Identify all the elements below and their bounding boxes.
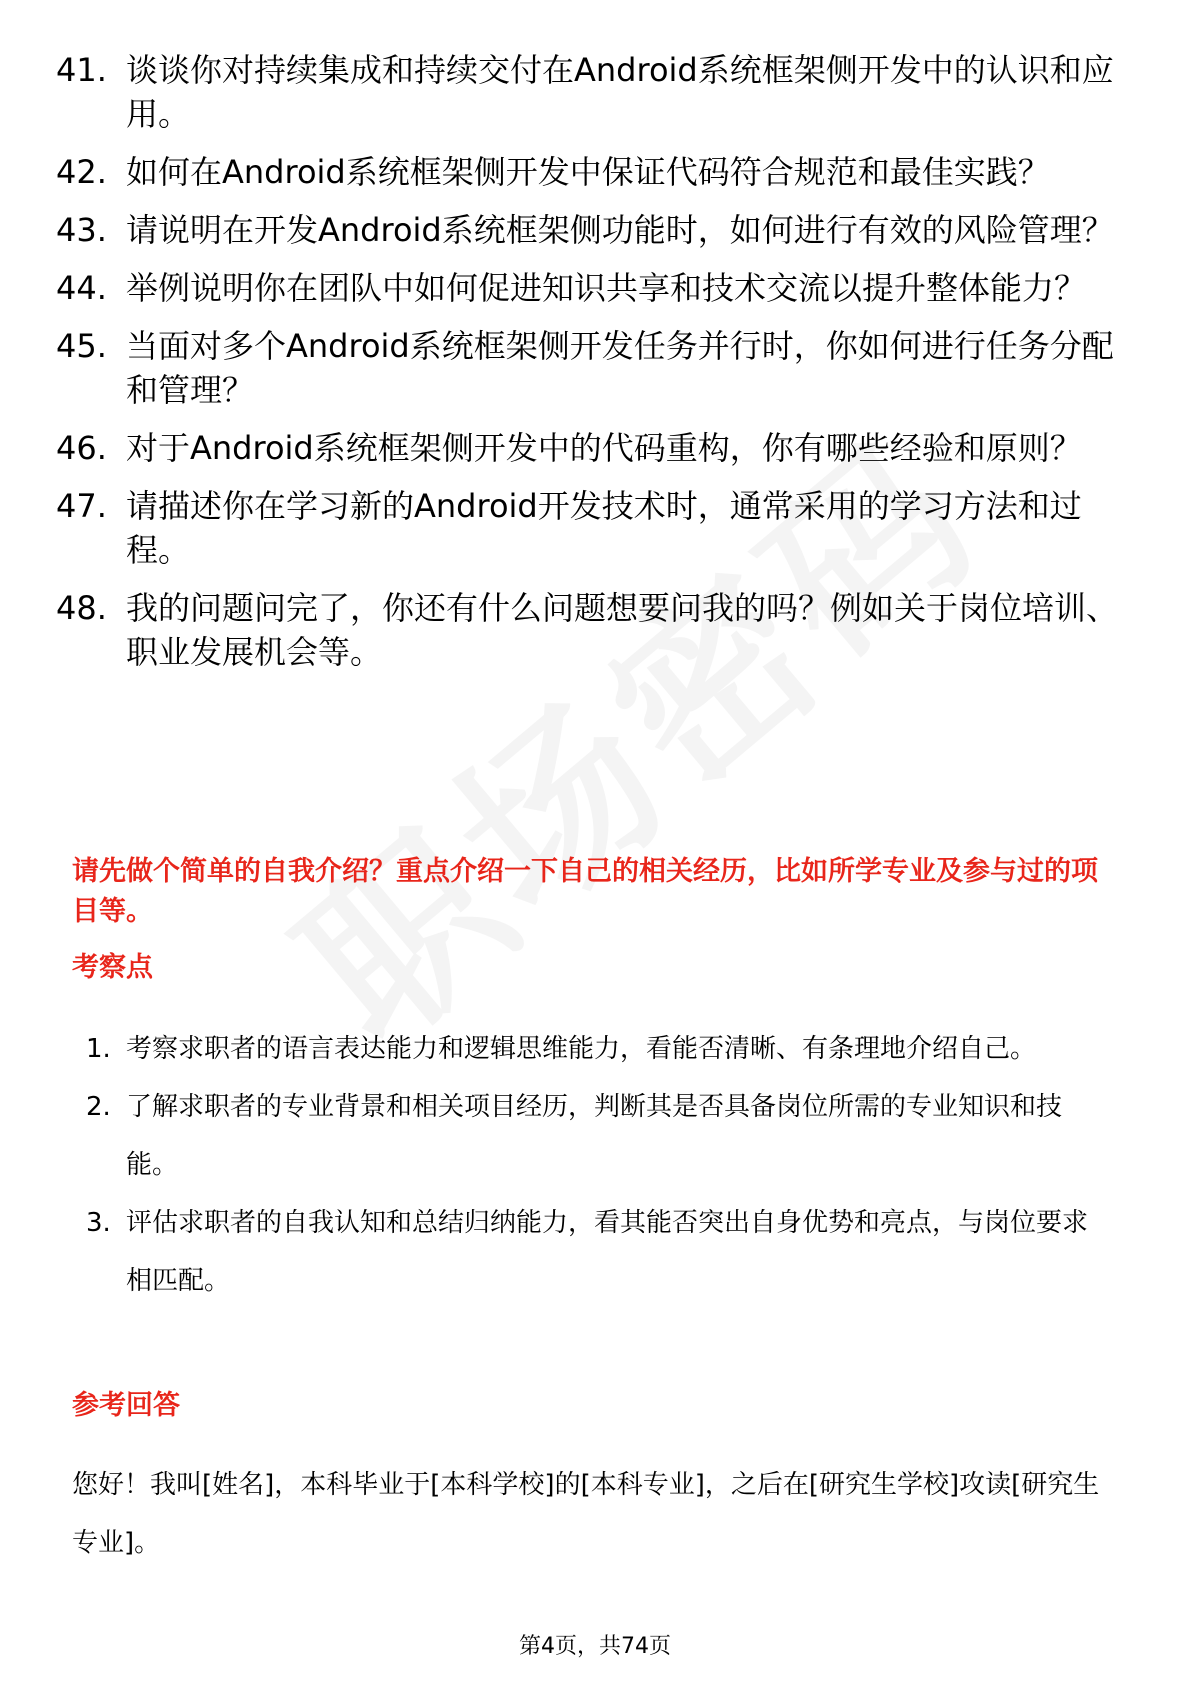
point-number: 2. bbox=[86, 1092, 111, 1122]
page-footer: 第4页，共74页 bbox=[519, 1634, 671, 1659]
question-number: 47. bbox=[56, 487, 107, 525]
point-text: 评估求职者的自我认知和总结归纳能力，看其能否突出自身优势和亮点，与岗位要求相匹配。 bbox=[126, 1208, 1089, 1296]
question-text: 我的问题问完了，你还有什么问题想要问我的吗？例如关于岗位培训、职业发展机会等。 bbox=[126, 589, 1119, 671]
list-item bbox=[0, 1194, 1190, 1310]
question-number: 46. bbox=[56, 429, 107, 467]
question-text: 谈谈你对持续集成和持续交付在Android系统框架侧开发中的认识和应用。 bbox=[126, 51, 1114, 133]
point-number: 1. bbox=[86, 1034, 111, 1064]
question-number: 42. bbox=[56, 153, 107, 191]
question-text: 请描述你在学习新的Android开发技术时，通常采用的学习方法和过程。 bbox=[126, 487, 1082, 569]
point-number: 3. bbox=[86, 1208, 111, 1238]
question-number: 45. bbox=[56, 327, 107, 365]
points-list bbox=[0, 1020, 1190, 1310]
list-item bbox=[0, 426, 1190, 470]
point-text: 了解求职者的专业背景和相关项目经历，判断其是否具备岗位所需的专业知识和技能。 bbox=[126, 1092, 1063, 1180]
section-title: 请先做个简单的自我介绍？重点介绍一下自己的相关经历，比如所学专业及参与过的项目等。 bbox=[72, 856, 1098, 927]
question-number: 41. bbox=[56, 51, 107, 89]
answer-text: 您好！我叫[姓名]，本科毕业于[本科学校]的[本科专业]，之后在[研究生学校]攻读[研究生专业]。 bbox=[72, 1470, 1100, 1558]
question-text: 对于Android系统框架侧开发中的代码重构，你有哪些经验和原则？ bbox=[126, 429, 1082, 467]
question-text: 如何在Android系统框架侧开发中保证代码符合规范和最佳实践？ bbox=[126, 153, 1050, 191]
point-text: 考察求职者的语言表达能力和逻辑思维能力，看能否清晰、有条理地介绍自己。 bbox=[126, 1034, 1037, 1064]
list-item bbox=[0, 208, 1190, 252]
list-item bbox=[0, 324, 1190, 412]
question-number: 44. bbox=[56, 269, 107, 307]
list-item bbox=[0, 48, 1190, 136]
question-text: 请说明在开发Android系统框架侧功能时，如何进行有效的风险管理？ bbox=[126, 211, 1114, 249]
list-item bbox=[0, 266, 1190, 310]
question-number: 48. bbox=[56, 589, 107, 627]
question-list bbox=[0, 48, 1190, 688]
list-item bbox=[0, 1020, 1190, 1078]
list-item bbox=[0, 1078, 1190, 1194]
question-number: 43. bbox=[56, 211, 107, 249]
question-text: 举例说明你在团队中如何促进知识共享和技术交流以提升整体能力？ bbox=[126, 269, 1087, 307]
list-item bbox=[0, 586, 1190, 674]
answer-heading: 参考回答 bbox=[72, 1390, 180, 1421]
points-heading: 考察点 bbox=[72, 952, 153, 983]
list-item bbox=[0, 484, 1190, 572]
question-text: 当面对多个Android系统框架侧开发任务并行时，你如何进行任务分配和管理？ bbox=[126, 327, 1114, 409]
list-item bbox=[0, 150, 1190, 194]
